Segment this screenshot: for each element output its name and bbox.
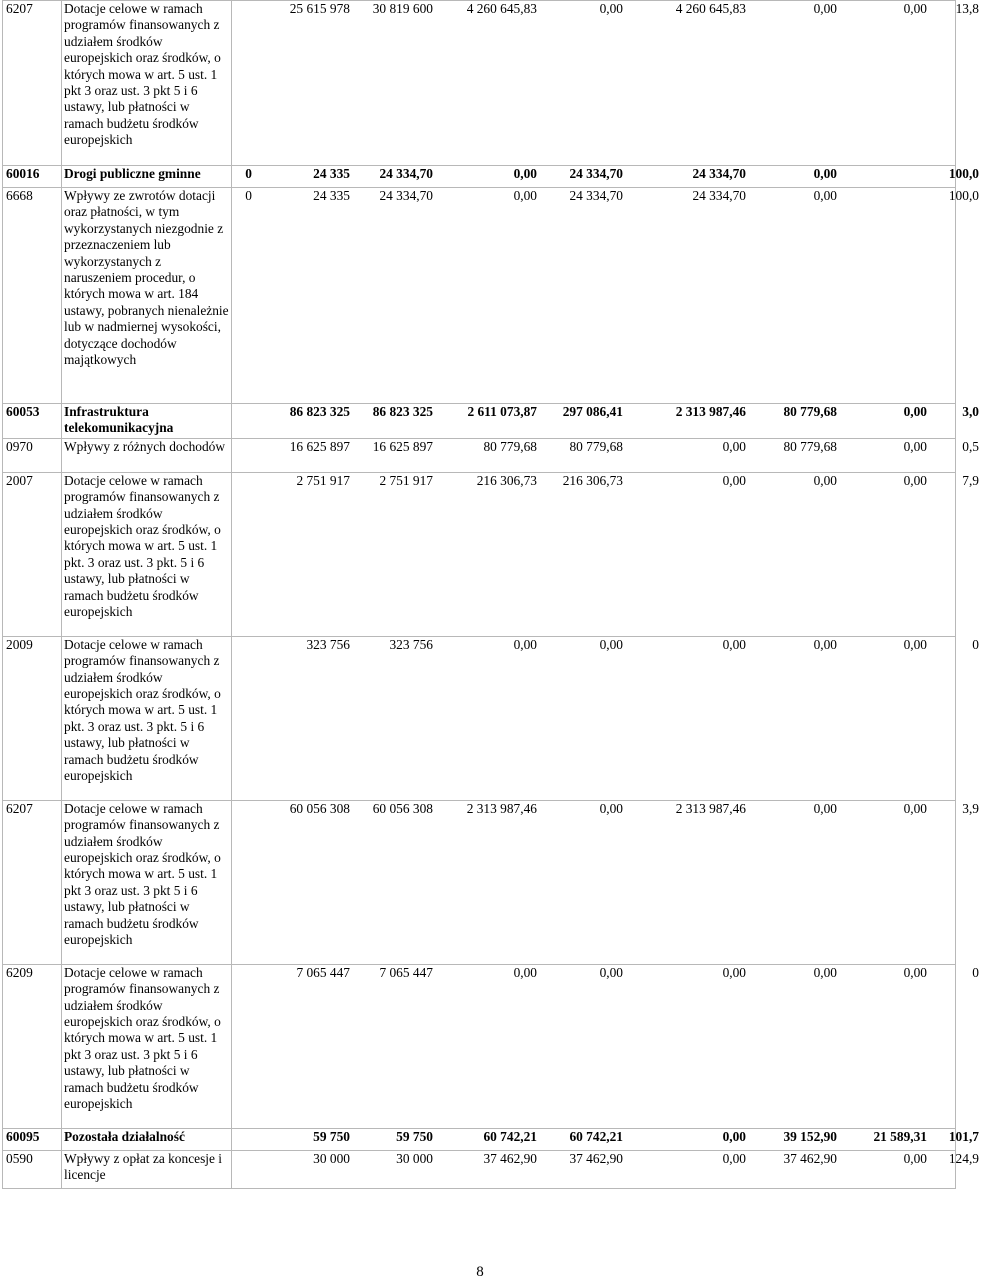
execution-value: 0,00 xyxy=(513,636,537,652)
row-description: Wpływy z różnych dochodów xyxy=(62,438,232,472)
plan-value: 323 756 xyxy=(306,636,350,652)
row-code: 6207 xyxy=(3,800,62,964)
table-row xyxy=(3,166,956,188)
execution-part-b: 0,00 xyxy=(722,964,746,980)
execution-part-a: 0,00 xyxy=(513,166,537,181)
plan-value: 60 056 308 xyxy=(289,800,350,816)
plan-value: 16 625 897 xyxy=(289,438,350,454)
table-row xyxy=(3,404,956,439)
plan-after-changes-value: 24 335 xyxy=(313,188,350,203)
execution-part-a: 0,00 xyxy=(599,636,623,652)
execution-part-b: 24 334,70 xyxy=(569,188,623,203)
execution-part-c: 80 779,68 xyxy=(783,404,837,419)
plan-after-changes-value: 86 823 325 xyxy=(372,404,433,419)
execution-part-a: 297 086,41 xyxy=(562,404,623,419)
execution-part-c: 24 334,70 xyxy=(692,166,746,181)
revenue-table xyxy=(2,0,979,1189)
execution-part-a: 60 742,21 xyxy=(569,1128,623,1144)
percent-value: 0 xyxy=(972,964,979,980)
plan-after-changes-value: 323 756 xyxy=(389,636,433,652)
execution-part-d: 0,00 xyxy=(813,166,837,181)
plan-after-changes-value: 7 065 447 xyxy=(379,964,433,980)
row-code: 0590 xyxy=(3,1150,62,1188)
execution-value: 2 313 987,46 xyxy=(466,800,537,816)
plan-value: 0 xyxy=(245,166,252,181)
percent-value: 124,9 xyxy=(948,1150,979,1166)
percent-value: 3,9 xyxy=(962,800,979,816)
execution-part-a: 216 306,73 xyxy=(562,472,623,488)
execution-part-d: 0,00 xyxy=(903,404,927,419)
row-description: Dotacje celowe w ramach programów finansowanych z udziałem środków europejskich oraz środków, o których mowa w art. 5 ust. 1 pkt. 3 oraz ust. 3 pkt. 5 i 6 ustawy, lub płatności w ramach budżetu środków europejskich xyxy=(62,472,232,636)
plan-value: 7 065 447 xyxy=(296,964,350,980)
table-row xyxy=(3,188,956,404)
plan-after-changes-value: 16 625 897 xyxy=(372,438,433,454)
plan-after-changes-value: 30 819 600 xyxy=(372,1,433,16)
execution-part-a: 80 779,68 xyxy=(569,438,623,454)
table-row xyxy=(3,1150,956,1188)
percent-value: 3,0 xyxy=(962,404,979,419)
execution-part-c: 0,00 xyxy=(813,472,837,488)
row-code: 60016 xyxy=(3,166,62,188)
execution-part-b: 0,00 xyxy=(722,636,746,652)
execution-part-c: 24 334,70 xyxy=(692,188,746,203)
percent-value: 13,8 xyxy=(955,1,979,16)
execution-part-d: 0,00 xyxy=(813,188,837,203)
plan-value: 2 751 917 xyxy=(296,472,350,488)
row-description: Drogi publiczne gminne xyxy=(62,166,232,188)
execution-part-c: 0,00 xyxy=(813,964,837,980)
row-code: 60053 xyxy=(3,404,62,439)
execution-part-d: 21 589,31 xyxy=(873,1128,927,1144)
percent-value: 100,0 xyxy=(948,188,979,203)
row-description: Wpływy ze zwrotów dotacji oraz płatności, w tym wykorzystanych niezgodnie z przeznaczeniem lub wykorzystanych z naruszeniem procedur, o których mowa w art. 184 ustawy, pobranych nienależnie lub w nadmiernej wysokości, dotyczące dochodów majątkowych xyxy=(62,188,232,404)
execution-part-d: 0,00 xyxy=(903,472,927,488)
execution-part-d: 0,00 xyxy=(903,800,927,816)
execution-part-b: 0,00 xyxy=(722,1150,746,1166)
table-row xyxy=(3,1,956,166)
execution-part-b: 2 313 987,46 xyxy=(675,404,746,419)
execution-part-d: 0,00 xyxy=(903,1,927,16)
execution-value: 4 260 645,83 xyxy=(466,1,537,16)
execution-part-a: 0,00 xyxy=(599,964,623,980)
execution-value: 60 742,21 xyxy=(483,1128,537,1144)
table-row xyxy=(3,438,956,472)
plan-value: 59 750 xyxy=(313,1128,350,1144)
execution-part-b: 0,00 xyxy=(722,438,746,454)
execution-part-d: 0,00 xyxy=(903,1150,927,1166)
execution-part-a: 0,00 xyxy=(599,800,623,816)
table-row xyxy=(3,636,956,800)
percent-value: 0 xyxy=(972,636,979,652)
table-row xyxy=(3,800,956,964)
execution-part-d: 0,00 xyxy=(903,964,927,980)
plan-after-changes-value: 60 056 308 xyxy=(372,800,433,816)
row-description: Dotacje celowe w ramach programów finansowanych z udziałem środków europejskich oraz środków, o których mowa w art. 5 ust. 1 pkt 3 oraz ust. 3 pkt 5 i 6 ustawy, lub płatności w ramach budżetu środków europejskich xyxy=(62,1,232,166)
execution-part-d: 0,00 xyxy=(903,636,927,652)
percent-value: 0,5 xyxy=(962,438,979,454)
table-row xyxy=(3,472,956,636)
execution-part-c: 37 462,90 xyxy=(783,1150,837,1166)
row-code: 6207 xyxy=(3,1,62,166)
execution-part-c: 0,00 xyxy=(813,1,837,16)
page-number: 8 xyxy=(476,1264,484,1280)
execution-part-b: 0,00 xyxy=(722,1128,746,1144)
execution-part-c: 0,00 xyxy=(813,800,837,816)
execution-value: 0,00 xyxy=(513,964,537,980)
execution-part-a: 37 462,90 xyxy=(569,1150,623,1166)
row-code: 60095 xyxy=(3,1128,62,1150)
percent-value: 100,0 xyxy=(948,166,979,181)
row-description: Infrastruktura telekomunikacyjna xyxy=(62,404,232,439)
row-code: 6209 xyxy=(3,964,62,1128)
execution-part-b: 4 260 645,83 xyxy=(675,1,746,16)
execution-value: 37 462,90 xyxy=(483,1150,537,1166)
row-description: Dotacje celowe w ramach programów finansowanych z udziałem środków europejskich oraz środków, o których mowa w art. 5 ust. 1 pkt. 3 oraz ust. 3 pkt. 5 i 6 ustawy, lub płatności w ramach budżetu środków europejskich xyxy=(62,636,232,800)
row-code: 2007 xyxy=(3,472,62,636)
row-description: Pozostała działalność xyxy=(62,1128,232,1150)
plan-value: 86 823 325 xyxy=(289,404,350,419)
table-row xyxy=(3,1128,956,1150)
execution-part-c: 39 152,90 xyxy=(783,1128,837,1144)
row-description: Dotacje celowe w ramach programów finansowanych z udziałem środków europejskich oraz środków, o których mowa w art. 5 ust. 1 pkt 3 oraz ust. 3 pkt 5 i 6 ustawy, lub płatności w ramach budżetu środków europejskich xyxy=(62,964,232,1128)
plan-value: 25 615 978 xyxy=(289,1,350,16)
plan-after-changes-value: 30 000 xyxy=(396,1150,433,1166)
row-description: Wpływy z opłat za koncesje i licencje xyxy=(62,1150,232,1188)
execution-value: 80 779,68 xyxy=(483,438,537,454)
execution-value: 24 334,70 xyxy=(379,166,433,181)
execution-part-a: 0,00 xyxy=(513,188,537,203)
plan-after-changes-value: 24 335 xyxy=(313,166,350,181)
row-description: Dotacje celowe w ramach programów finansowanych z udziałem środków europejskich oraz środków, o których mowa w art. 5 ust. 1 pkt 3 oraz ust. 3 pkt 5 i 6 ustawy, lub płatności w ramach budżetu środków europejskich xyxy=(62,800,232,964)
execution-part-c: 0,00 xyxy=(813,636,837,652)
execution-value: 216 306,73 xyxy=(476,472,537,488)
execution-part-b: 24 334,70 xyxy=(569,166,623,181)
plan-after-changes-value: 59 750 xyxy=(396,1128,433,1144)
execution-value: 24 334,70 xyxy=(379,188,433,203)
row-code: 2009 xyxy=(3,636,62,800)
execution-part-d: 0,00 xyxy=(903,438,927,454)
table-row xyxy=(3,964,956,1128)
percent-value: 7,9 xyxy=(962,472,979,488)
plan-after-changes-value: 2 751 917 xyxy=(379,472,433,488)
row-code: 6668 xyxy=(3,188,62,404)
plan-value: 0 xyxy=(245,188,252,203)
plan-value: 30 000 xyxy=(313,1150,350,1166)
row-code: 0970 xyxy=(3,438,62,472)
execution-part-b: 0,00 xyxy=(722,472,746,488)
execution-value: 2 611 073,87 xyxy=(467,404,537,419)
execution-part-b: 2 313 987,46 xyxy=(675,800,746,816)
execution-part-c: 80 779,68 xyxy=(783,438,837,454)
percent-value: 101,7 xyxy=(948,1128,979,1144)
execution-part-a: 0,00 xyxy=(599,1,623,16)
